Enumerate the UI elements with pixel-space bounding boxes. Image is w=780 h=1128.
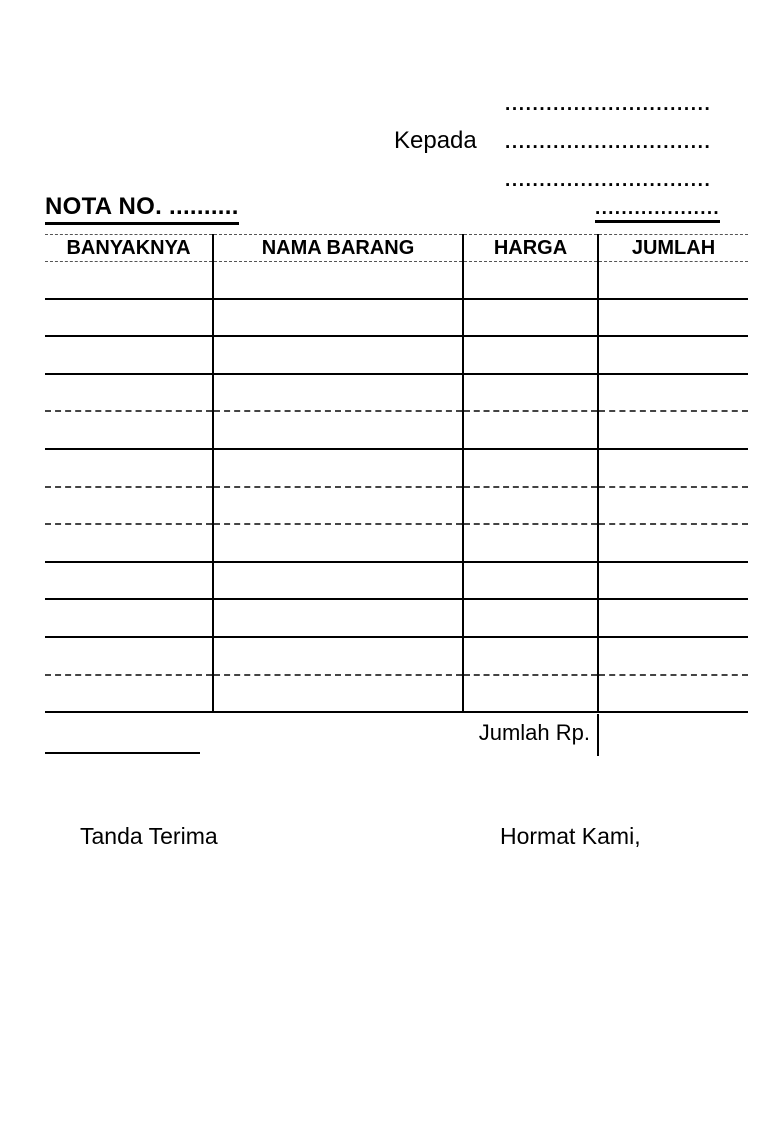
table-cell	[45, 449, 213, 487]
table-cell	[45, 637, 213, 675]
table-cell	[598, 599, 748, 637]
table-cell	[598, 411, 748, 449]
table-cell	[598, 562, 748, 600]
header-jumlah: JUMLAH	[598, 235, 748, 262]
table-row	[45, 411, 748, 449]
header-nama-barang: NAMA BARANG	[213, 235, 463, 262]
bottom-left-signature-line	[45, 752, 200, 754]
table-row	[45, 599, 748, 637]
jumlah-rp-label: Jumlah Rp.	[478, 720, 590, 745]
table-cell	[598, 262, 748, 299]
table-header-row	[45, 235, 748, 262]
date-fill-line: ...................	[595, 200, 720, 223]
table-cell	[45, 262, 213, 299]
recipient-fill-line-2: ..............................	[505, 132, 712, 153]
table-cell	[213, 524, 463, 562]
table-cell	[45, 675, 213, 713]
nota-number-title: NOTA NO. ..........	[45, 194, 239, 225]
table-cell	[463, 262, 598, 299]
table-row	[45, 675, 748, 713]
table-row	[45, 374, 748, 412]
table-cell	[463, 487, 598, 525]
table-cell	[45, 299, 213, 337]
table-cell	[463, 299, 598, 337]
table-cell	[45, 336, 213, 374]
table-cell	[463, 374, 598, 412]
items-table	[45, 234, 748, 713]
table-cell	[213, 599, 463, 637]
table-row	[45, 449, 748, 487]
table-cell	[598, 336, 748, 374]
table-cell	[463, 411, 598, 449]
table-cell	[213, 487, 463, 525]
table-cell	[463, 524, 598, 562]
table-cell	[463, 599, 598, 637]
table-cell	[45, 487, 213, 525]
table-cell	[213, 336, 463, 374]
table-cell	[213, 449, 463, 487]
table-cell	[598, 374, 748, 412]
table-cell	[598, 299, 748, 337]
total-divider-line	[597, 714, 599, 756]
table-row	[45, 637, 748, 675]
hormat-kami-label: Hormat Kami,	[500, 823, 641, 849]
table-cell	[463, 637, 598, 675]
table-cell	[213, 299, 463, 337]
table-row	[45, 487, 748, 525]
table-cell	[45, 599, 213, 637]
table-row	[45, 524, 748, 562]
table-cell	[45, 562, 213, 600]
table-cell	[213, 262, 463, 299]
table-cell	[598, 487, 748, 525]
table-row	[45, 262, 748, 299]
table-cell	[463, 675, 598, 713]
table-cell	[463, 449, 598, 487]
recipient-fill-line-1: ..............................	[505, 94, 712, 115]
total-amount-value	[607, 719, 747, 749]
table-row	[45, 562, 748, 600]
table-cell	[213, 411, 463, 449]
table-cell	[598, 675, 748, 713]
table-cell	[598, 637, 748, 675]
table-cell	[213, 562, 463, 600]
tanda-terima-label: Tanda Terima	[80, 823, 218, 849]
table-cell	[463, 336, 598, 374]
header-harga: HARGA	[463, 235, 598, 262]
table-cell	[45, 374, 213, 412]
table-cell	[598, 524, 748, 562]
kepada-label: Kepada	[394, 127, 477, 154]
table-cell	[45, 524, 213, 562]
header-banyaknya: BANYAKNYA	[45, 235, 213, 262]
table-cell	[213, 637, 463, 675]
recipient-fill-line-3: ..............................	[505, 170, 712, 191]
table-cell	[213, 374, 463, 412]
table-row	[45, 299, 748, 337]
table-cell	[213, 675, 463, 713]
table-cell	[598, 449, 748, 487]
table-cell	[45, 411, 213, 449]
table-row	[45, 336, 748, 374]
table-cell	[463, 562, 598, 600]
